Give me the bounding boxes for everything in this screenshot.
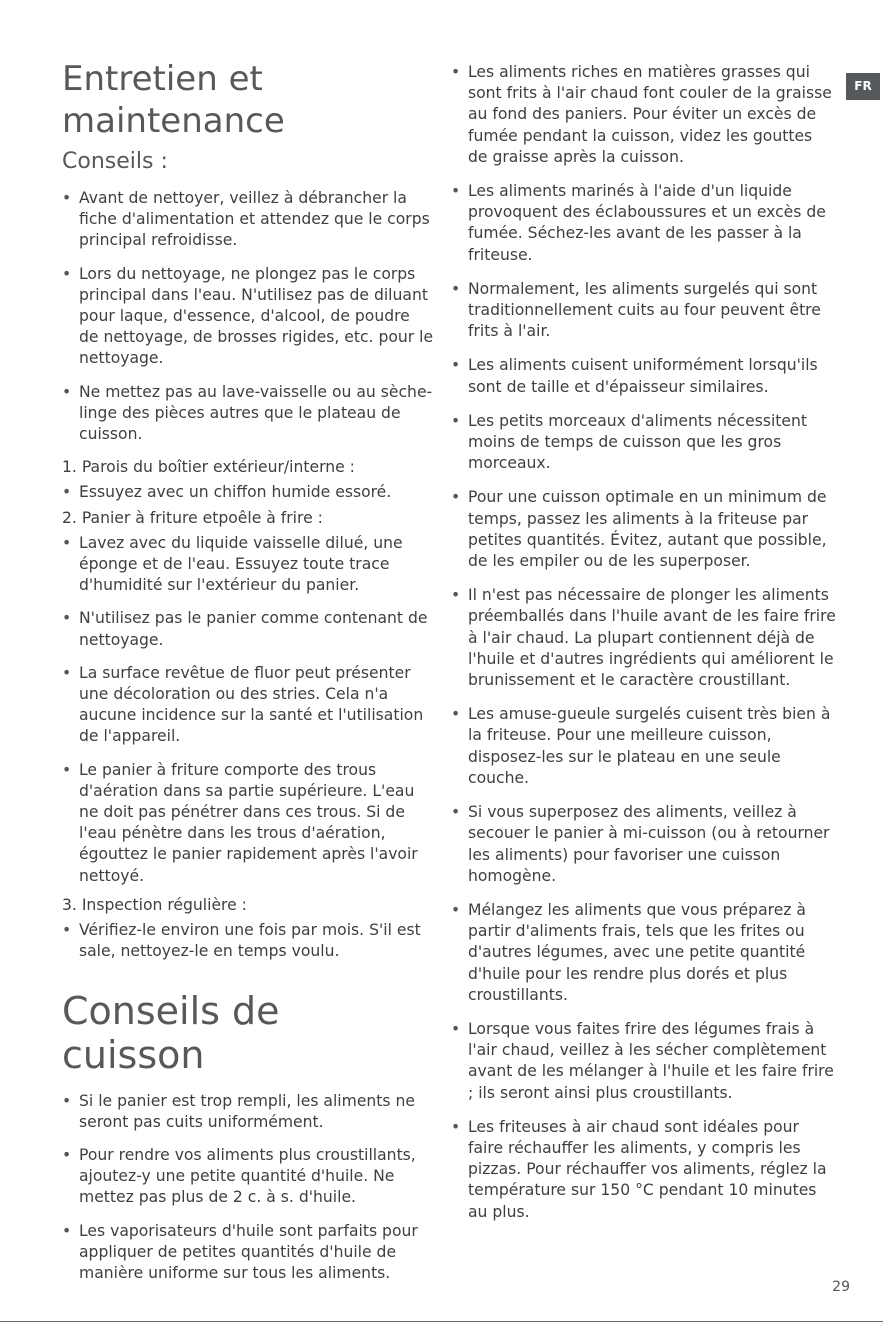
part-item: • Vérifiez-le environ une fois par mois. S'il est sale, nettoyez-le en temps voulu. — [62, 920, 434, 962]
tips-subtitle: Conseils : — [62, 149, 168, 174]
bottom-divider — [0, 1321, 883, 1322]
cooking-tip: • Il n'est pas nécessaire de plonger les aliments préemballés dans l'huile avant de les faire frire à l'air chaud. La plupart contiennent déjà de l'huile et d'autres ingrédients qui améliorent le brunissement et le caractère croustillant. — [451, 585, 836, 691]
page-number: 29 — [832, 1279, 850, 1295]
cooking-tip: • Normalement, les aliments surgelés qui sont traditionnellement cuits au four peuvent être frits à l'air. — [451, 279, 836, 343]
cooking-tips-title: Conseils de cuisson — [62, 988, 280, 1077]
cooking-tip: • Les aliments cuisent uniformément lorsqu'ils sont de taille et d'épaisseur similaires. — [451, 355, 836, 397]
cooking-tip: • Pour une cuisson optimale en un minimum de temps, passez les aliments à la friteuse par petites quantités. Évitez, autant que possible, de les empiler ou de les superposer. — [451, 487, 836, 572]
part-item: • N'utilisez pas le panier comme contenant de nettoyage. — [62, 608, 434, 650]
part-heading: 1. Parois du boîtier extérieur/interne : — [62, 458, 355, 477]
part-item: • La surface revêtue de fluor peut présenter une décoloration ou des stries. Cela n'a aucune incidence sur la santé et l'utilisation de l'appareil. — [62, 663, 434, 748]
cooking-tip: • Les friteuses à air chaud sont idéales pour faire réchauffer les aliments, y compris les pizzas. Pour réchauffer vos aliments, réglez la température sur 150 °C pendant 10 minutes au plus. — [451, 1117, 836, 1223]
cooking-tip: • Les petits morceaux d'aliments nécessitent moins de temps de cuisson que les gros morceaux. — [451, 411, 836, 475]
maintenance-tip: • Ne mettez pas au lave-vaisselle ou au sèche-linge des pièces autres que le plateau de cuisson. — [62, 382, 434, 446]
part-item: • Le panier à friture comporte des trous d'aération dans sa partie supérieure. L'eau ne doit pas pénétrer dans ces trous. Si de l'eau pénètre dans les trous d'aération, égouttez le panier rapidement après l'avoir nettoyé. — [62, 760, 434, 887]
maintenance-tip: • Lors du nettoyage, ne plongez pas le corps principal dans l'eau. N'utilisez pas de diluant pour laque, d'essence, d'alcool, de poudre de nettoyage, de brosses rigides, etc. pour le nettoyage. — [62, 264, 434, 370]
cooking-tip: • Les vaporisateurs d'huile sont parfaits pour appliquer de petites quantités d'huile de manière uniforme sur tous les aliments. — [62, 1221, 434, 1285]
part-item: • Lavez avec du liquide vaisselle dilué, une éponge et de l'eau. Essuyez toute trace d'humidité sur l'extérieur du panier. — [62, 533, 434, 597]
part-item: • Essuyez avec un chiffon humide essoré. — [62, 482, 434, 503]
cooking-tip: • Lorsque vous faites frire des légumes frais à l'air chaud, veillez à les sécher complètement avant de les mélanger à l'huile et les faire frire ; ils seront ainsi plus croustillants. — [451, 1019, 836, 1104]
cooking-tip: • Mélangez les aliments que vous préparez à partir d'aliments frais, tels que les frites ou d'autres légumes, avec une petite quantité d'huile pour les rendre plus dorés et plus croustillants. — [451, 900, 836, 1006]
cooking-tip: • Les aliments riches en matières grasses qui sont frits à l'air chaud font couler de la graisse au fond des paniers. Pour éviter un excès de fumée pendant la cuisson, videz les gouttes de graisse après la cuisson. — [451, 62, 836, 168]
part-heading: 3. Inspection régulière : — [62, 895, 247, 914]
cooking-tip: • Si vous superposez des aliments, veillez à secouer le panier à mi-cuisson (ou à retourner les aliments) pour favoriser une cuisson homogène. — [451, 802, 836, 887]
cooking-tip: • Les aliments marinés à l'aide d'un liquide provoquent des éclaboussures et un excès de fumée. Séchez-les avant de les passer à la friteuse. — [451, 181, 836, 266]
maintenance-title: Entretien et maintenance — [62, 59, 285, 141]
cooking-tip: • Si le panier est trop rempli, les aliments ne seront pas cuits uniformément. — [62, 1091, 434, 1133]
maintenance-tip: • Avant de nettoyer, veillez à débrancher la fiche d'alimentation et attendez que le corps principal refroidisse. — [62, 188, 434, 252]
language-badge: FR — [846, 73, 880, 100]
part-heading: 2. Panier à friture etpoêle à frire : — [62, 508, 323, 527]
right-column — [451, 62, 836, 1236]
left-column — [62, 58, 434, 1296]
cooking-tip: • Pour rendre vos aliments plus croustillants, ajoutez-y une petite quantité d'huile. Ne mettez pas plus de 2 c. à s. d'huile. — [62, 1145, 434, 1209]
cooking-tip: • Les amuse-gueule surgelés cuisent très bien à la friteuse. Pour une meilleure cuisson, disposez-les sur le plateau en une seule couche. — [451, 704, 836, 789]
